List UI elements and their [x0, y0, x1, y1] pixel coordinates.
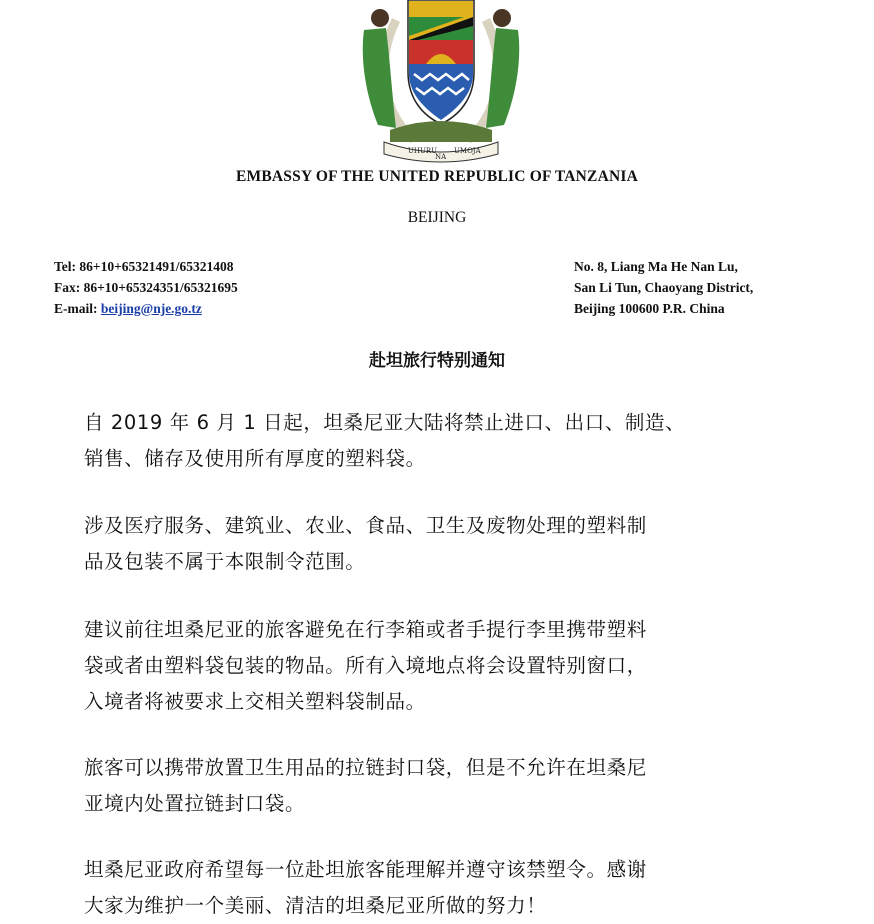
- embassy-address: [574, 256, 753, 319]
- paragraph-line: 品及包装不属于本限制令范围。: [84, 550, 366, 573]
- paragraph-line: 入境者将被要求上交相关塑料袋制品。: [84, 690, 426, 713]
- coat-of-arms-emblem: [356, 0, 526, 164]
- email-link[interactable]: beijing@nje.go.tz: [100, 301, 202, 316]
- paragraph-line: 涉及医疗服务、建筑业、农业、食品、卫生及废物处理的塑料制: [84, 514, 647, 537]
- paragraph-line: 销售、储存及使用所有厚度的塑料袋。: [84, 447, 426, 470]
- paragraph-line: 亚境内处置拉链封口袋。: [84, 792, 306, 815]
- telephone: Tel: 86+10+65321491/65321408: [54, 259, 234, 274]
- paragraph-line: 旅客可以携带放置卫生用品的拉链封口袋，但是不允许在坦桑尼: [84, 756, 647, 779]
- coat-of-arms: [356, 0, 526, 164]
- paragraph-line: 自 2019 年 6 月 1 日起，坦桑尼亚大陆将禁止进口、出口、制造、: [84, 411, 686, 434]
- paragraph-line: 大家为维护一个美丽、清洁的坦桑尼亚所做的努力！: [84, 894, 547, 917]
- notice-paragraph: [84, 508, 804, 580]
- motto-left: UHURU: [408, 147, 438, 155]
- notice-title: 赴坦旅行特别通知: [369, 351, 505, 371]
- paragraph-line: 建议前往坦桑尼亚的旅客避免在行李箱或者手提行李里携带塑料: [84, 618, 647, 641]
- motto-mid: NA: [435, 153, 447, 161]
- paragraph-line: 坦桑尼亚政府希望每一位赴坦旅客能理解并遵守该禁塑令。感谢: [84, 858, 647, 881]
- address-line-2: San Li Tun, Chaoyang District,: [574, 280, 754, 295]
- email-label: E-mail:: [54, 301, 101, 316]
- address-line-1: No. 8, Liang Ma He Nan Lu,: [574, 259, 738, 274]
- notice-paragraph: [84, 750, 804, 822]
- city-name: BEIJING: [407, 209, 467, 226]
- paragraph-line: 袋或者由塑料袋包装的物品。所有入境地点将会设置特别窗口，: [84, 654, 647, 677]
- embassy-name: EMBASSY OF THE UNITED REPUBLIC OF TANZANIA: [236, 168, 638, 185]
- contact-details: [54, 256, 238, 319]
- address-line-3: Beijing 100600 P.R. China: [574, 301, 725, 316]
- notice-paragraph: [84, 405, 804, 477]
- motto-right: UMOJA: [454, 147, 481, 155]
- email-row: [54, 298, 238, 319]
- notice-paragraph: [84, 852, 804, 924]
- notice-paragraph: [84, 612, 804, 720]
- fax: Fax: 86+10+65324351/65321695: [54, 280, 238, 295]
